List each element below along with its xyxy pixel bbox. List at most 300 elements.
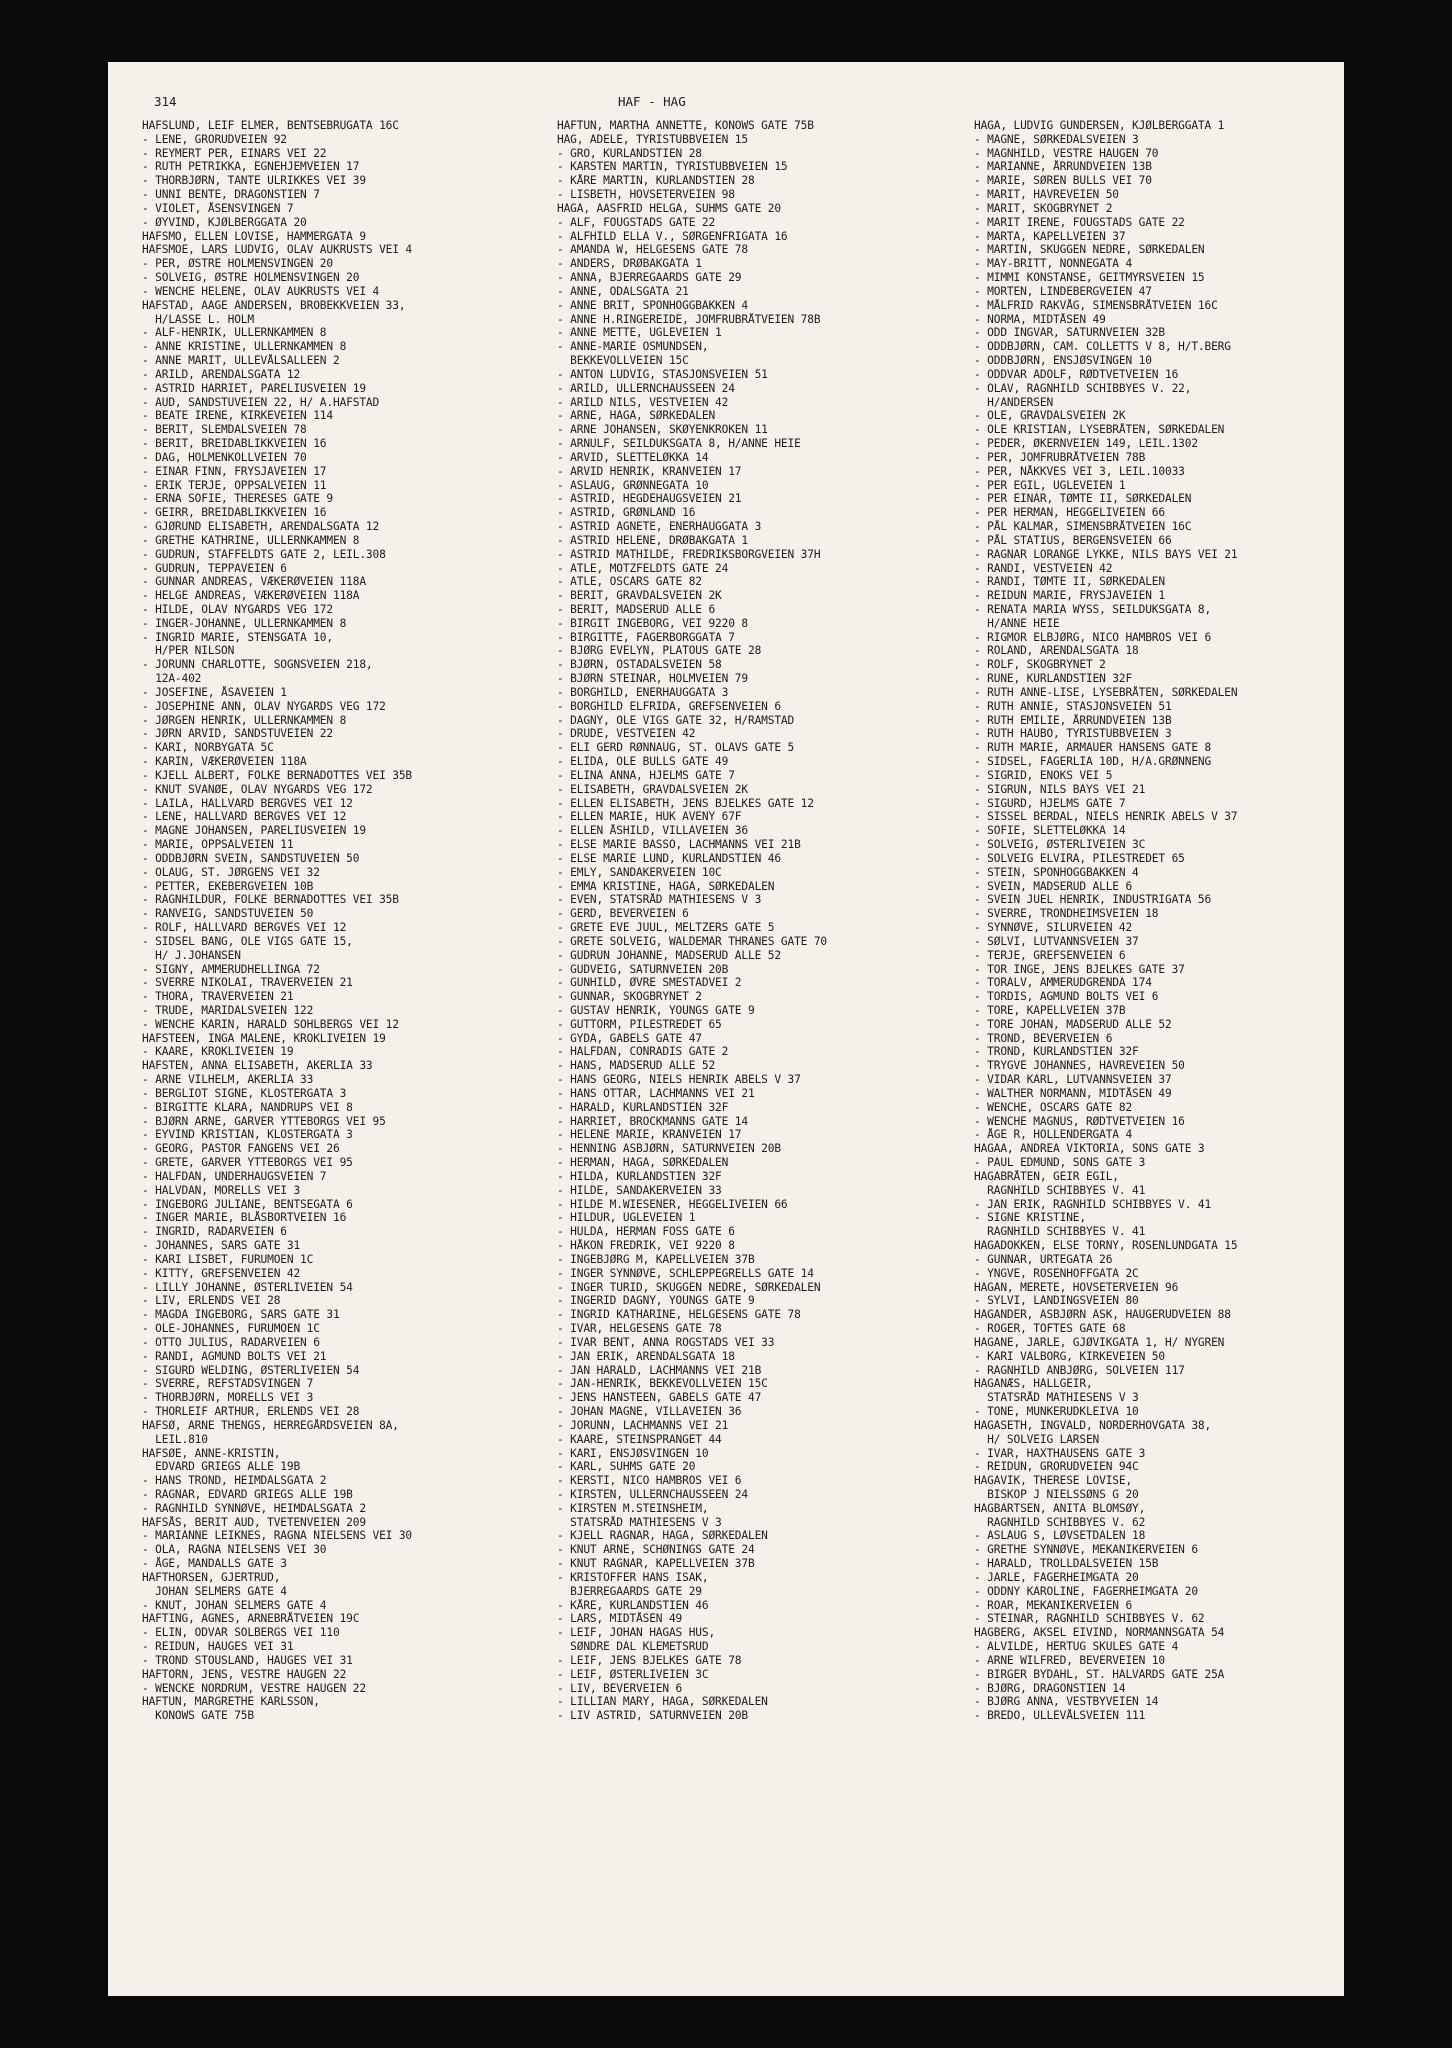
- directory-entry: - GUTTORM, PILESTREDET 65: [557, 1017, 722, 1031]
- directory-entry: - MARTIN, SKUGGEN NEDRE, SØRKEDALEN: [974, 243, 1205, 257]
- directory-entry: - JOSEFINE, ÅSAVEIEN 1: [142, 685, 287, 699]
- directory-entry: - PER, ØSTRE HOLMENSVINGEN 20: [142, 257, 333, 271]
- directory-entry: RAGNHILD SCHIBBYES V. 41: [974, 1183, 1146, 1197]
- directory-entry: - LILLIAN MARY, HAGA, SØRKEDALEN: [557, 1695, 768, 1709]
- directory-entry: - BIRGITTE KLARA, NANDRUPS VEI 8: [142, 1100, 353, 1114]
- directory-entry: - ROLAND, ARENDALSGATA 18: [974, 644, 1139, 658]
- column-1: [142, 119, 542, 1723]
- directory-entry: - HALVDAN, MORELLS VEI 3: [142, 1183, 301, 1197]
- directory-entry: - ANNE BRIT, SPONHOGGBAKKEN 4: [557, 298, 748, 312]
- directory-entry: - ELLEN ELISABETH, JENS BJELKES GATE 12: [557, 796, 814, 810]
- directory-entry: - REIDUN, GRORUDVEIEN 94C: [974, 1460, 1139, 1474]
- directory-entry: - BERIT, GRAVDALSVEIEN 2K: [557, 589, 722, 603]
- directory-entry: - RUTH EMILIE, ÅRRUNDVEIEN 13B: [974, 713, 1172, 727]
- directory-entry: - JORUNN, LACHMANNS VEI 21: [557, 1418, 729, 1432]
- directory-entry: HAGANDER, ASBJØRN ASK, HAUGERUDVEIEN 88: [974, 1308, 1231, 1322]
- directory-entry: - KNUT RAGNAR, KAPELLVEIEN 37B: [557, 1557, 755, 1571]
- directory-entry: - LAILA, HALLVARD BERGVES VEI 12: [142, 796, 353, 810]
- directory-entry: - PER HERMAN, HEGGELIVEIEN 66: [974, 506, 1165, 520]
- directory-entry: - ODDBJØRN, ENSJØSVINGEN 10: [974, 354, 1152, 368]
- directory-entry: - SVEIN JUEL HENRIK, INDUSTRIGATA 56: [974, 893, 1212, 907]
- directory-entry: - EMLY, SANDAKERVEIEN 10C: [557, 865, 722, 879]
- directory-entry: - MARIT IRENE, FOUGSTADS GATE 22: [974, 215, 1185, 229]
- directory-entry: - ROAR, MEKANIKERVEIEN 6: [974, 1598, 1133, 1612]
- directory-entry: - LIV, BEVERVEIEN 6: [557, 1681, 683, 1695]
- directory-entry: - HENNING ASBJØRN, SATURNVEIEN 20B: [557, 1142, 781, 1156]
- directory-entry: - HARALD, KURLANDSTIEN 32F: [557, 1100, 729, 1114]
- directory-entry: - TERJE, GREFSENVEIEN 6: [974, 948, 1126, 962]
- directory-entry: - GYDA, GABELS GATE 47: [557, 1031, 702, 1045]
- directory-entry: - TOR INGE, JENS BJELKES GATE 37: [974, 962, 1185, 976]
- directory-entry: - HANS TROND, HEIMDALSGATA 2: [142, 1474, 327, 1488]
- directory-entry: - ALF, FOUGSTADS GATE 22: [557, 215, 716, 229]
- directory-entry: - SIGNE KRISTINE,: [974, 1211, 1086, 1225]
- directory-entry: - RANDI, VESTVEIEN 42: [974, 561, 1113, 575]
- directory-entry: - HALFDAN, UNDERHAUGSVEIEN 7: [142, 1169, 327, 1183]
- directory-entry: H/ANDERSEN: [974, 395, 1054, 409]
- directory-entry: - ARILD, ULLERNCHAUSSEEN 24: [557, 381, 735, 395]
- directory-entry: - KERSTI, NICO HAMBROS VEI 6: [557, 1474, 742, 1488]
- directory-entry: - PER, NÅKKVES VEI 3, LEIL.10033: [974, 464, 1185, 478]
- directory-entry: - DAG, HOLMENKOLLVEIEN 70: [142, 450, 307, 464]
- directory-entry: - HULDA, HERMAN FOSS GATE 6: [557, 1225, 735, 1239]
- directory-entry: - TROND, BEVERVEIEN 6: [974, 1031, 1113, 1045]
- directory-entry: - WENCHE MAGNUS, RØDTVETVEIEN 16: [974, 1114, 1185, 1128]
- directory-entry: - KNUT ARNE, SCHØNINGS GATE 24: [557, 1543, 755, 1557]
- directory-entry: - BJØRN, OSTADALSVEIEN 58: [557, 658, 722, 672]
- directory-entry: - GUNNAR, SKOGBRYNET 2: [557, 990, 702, 1004]
- directory-entry: - JENS HANSTEEN, GABELS GATE 47: [557, 1391, 762, 1405]
- directory-entry: - STEIN, SPONHOGGBAKKEN 4: [974, 865, 1139, 879]
- directory-entry: - BIRGIT INGEBORG, VEI 9220 8: [557, 616, 748, 630]
- directory-entry: - INGER MARIE, BLÅSBORTVEIEN 16: [142, 1211, 347, 1225]
- directory-entry: - KARL, SUHMS GATE 20: [557, 1460, 696, 1474]
- directory-entry: - SIGURD WELDING, ØSTERLIVEIEN 54: [142, 1363, 360, 1377]
- column-2: [557, 119, 957, 1723]
- directory-entry: - PETTER, EKEBERGVEIEN 10B: [142, 879, 314, 893]
- directory-entry: - KARIN, VÆKERØVEIEN 118A: [142, 755, 307, 769]
- directory-entry: - SIGRID, ENOKS VEI 5: [974, 768, 1113, 782]
- directory-entry: - JAN-HENRIK, BEKKEVOLLVEIEN 15C: [557, 1377, 768, 1391]
- directory-entry: - BJØRG EVELYN, PLATOUS GATE 28: [557, 644, 762, 658]
- directory-entry: - SYLVI, LANDINGSVEIEN 80: [974, 1294, 1139, 1308]
- directory-entry: - ROLF, SKOGBRYNET 2: [974, 658, 1106, 672]
- directory-entry: - TORDIS, AGMUND BOLTS VEI 6: [974, 990, 1159, 1004]
- directory-entry: - ELLEN MARIE, HUK AVENY 67F: [557, 810, 742, 824]
- directory-entry: - TORE, KAPELLVEIEN 37B: [974, 1004, 1126, 1017]
- directory-entry: H/LASSE L. HOLM: [142, 312, 254, 326]
- directory-entry: - DAGNY, OLE VIGS GATE 32, H/RAMSTAD: [557, 713, 795, 727]
- directory-entry: - MARIT, HAVREVEIEN 50: [974, 188, 1119, 202]
- directory-entry: - VIDAR KARL, LUTVANNSVEIEN 37: [974, 1073, 1172, 1087]
- column-3: [974, 119, 1344, 1723]
- directory-entry: - HILDE, SANDAKERVEIEN 33: [557, 1183, 722, 1197]
- directory-entry: - GRETE SOLVEIG, WALDEMAR THRANES GATE 70: [557, 934, 828, 948]
- directory-entry: - MAGNE JOHANSEN, PARELIUSVEIEN 19: [142, 824, 366, 838]
- directory-entry: - SOLVEIG ELVIRA, PILESTREDET 65: [974, 851, 1185, 865]
- directory-entry: - RAGNHILD SYNNØVE, HEIMDALSGATA 2: [142, 1501, 366, 1515]
- directory-entry: - KJELL ALBERT, FOLKE BERNADOTTES VEI 35B: [142, 768, 413, 782]
- directory-entry: - IVAR, HAXTHAUSENS GATE 3: [974, 1446, 1146, 1460]
- directory-entry: HAGBERG, AKSEL EIVIND, NORMANNSGATA 54: [974, 1626, 1225, 1640]
- directory-entry: - VIOLET, ÅSENSVINGEN 7: [142, 201, 294, 215]
- directory-entry: - ASTRID, HEGDEHAUGSVEIEN 21: [557, 492, 742, 506]
- directory-entry: - ANNA, BJERREGAARDS GATE 29: [557, 271, 742, 285]
- directory-entry: - ASTRID, GRØNLAND 16: [557, 506, 696, 520]
- directory-entry: - BREDO, ULLEVÅLSVEIEN 111: [974, 1709, 1146, 1723]
- directory-entry: - NORMA, MIDTÅSEN 49: [974, 312, 1106, 326]
- directory-entry: - LEIF, JENS BJELKES GATE 78: [557, 1653, 742, 1667]
- directory-entry: HAGA, LUDVIG GUNDERSEN, KJØLBERGGATA 1: [974, 119, 1225, 132]
- directory-entry: - BERIT, MADSERUD ALLE 6: [557, 602, 716, 616]
- directory-entry: - PEDER, ØKERNVEIEN 149, LEIL.1302: [974, 437, 1198, 451]
- directory-entry: - EYVIND KRISTIAN, KLOSTERGATA 3: [142, 1128, 353, 1142]
- directory-entry: - ALFHILD ELLA V., SØRGENFRIGATA 16: [557, 229, 788, 243]
- directory-entry: - SØLVI, LUTVANNSVEIEN 37: [974, 934, 1139, 948]
- directory-entry: - RENATA MARIA WYSS, SEILDUKSGATA 8,: [974, 602, 1212, 616]
- directory-entry: - ANNE, ODALSGATA 21: [557, 284, 689, 298]
- directory-entry: - ARNE VILHELM, AKERLIA 33: [142, 1073, 314, 1087]
- directory-entry: HAFSTEN, ANNA ELISABETH, AKERLIA 33: [142, 1059, 373, 1073]
- directory-entry: - ROGER, TOFTES GATE 68: [974, 1322, 1126, 1336]
- directory-entry: - JAN ERIK, RAGNHILD SCHIBBYES V. 41: [974, 1197, 1212, 1211]
- directory-entry: - KÅRE, KURLANDSTIEN 46: [557, 1598, 709, 1612]
- directory-entry: - ANNE-MARIE OSMUNDSEN,: [557, 340, 709, 354]
- directory-entry: - ASTRID AGNETE, ENERHAUGGATA 3: [557, 520, 762, 534]
- directory-entry: - LIV ASTRID, SATURNVEIEN 20B: [557, 1709, 748, 1723]
- directory-entry: - YNGVE, ROSENHOFFGATA 2C: [974, 1266, 1139, 1280]
- directory-entry: - KARI, ENSJØSVINGEN 10: [557, 1446, 709, 1460]
- directory-entry: - THORLEIF ARTHUR, ERLENDS VEI 28: [142, 1405, 360, 1419]
- directory-entry: - HILDUR, UGLEVEIEN 1: [557, 1211, 696, 1225]
- directory-entry: - SYNNØVE, SILURVEIEN 42: [974, 921, 1133, 935]
- directory-entry: - ATLE, OSCARS GATE 82: [557, 575, 702, 589]
- directory-entry: - RUTH PETRIKKA, EGNEHJEMVEIEN 17: [142, 160, 360, 174]
- directory-entry: - SIDSEL BANG, OLE VIGS GATE 15,: [142, 934, 353, 948]
- directory-entry: KONOWS GATE 75B: [142, 1709, 254, 1723]
- directory-entry: - REIDUN MARIE, FRYSJAVEIEN 1: [974, 589, 1165, 603]
- directory-entry: BEKKEVOLLVEIEN 15C: [557, 354, 689, 368]
- directory-entry: - INGER TURID, SKUGGEN NEDRE, SØRKEDALEN: [557, 1280, 821, 1294]
- directory-entry: - RIGMOR ELBJØRG, NICO HAMBROS VEI 6: [974, 630, 1212, 644]
- directory-entry: HAFSØ, ARNE THENGS, HERREGÅRDSVEIEN 8A,: [142, 1418, 399, 1432]
- directory-entry: - SOFIE, SLETTELØKKA 14: [974, 824, 1126, 838]
- directory-entry: EDVARD GRIEGS ALLE 19B: [142, 1460, 301, 1474]
- directory-entry: - GUNHILD, ØVRE SMESTADVEI 2: [557, 976, 742, 990]
- directory-entry: - SIGRUN, NILS BAYS VEI 21: [974, 782, 1146, 796]
- directory-entry: - JØRGEN HENRIK, ULLERNKAMMEN 8: [142, 713, 347, 727]
- directory-entry: - IVAR, HELGESENS GATE 78: [557, 1322, 722, 1336]
- directory-entry: - ASTRID HELENE, DRØBAKGATA 1: [557, 533, 748, 547]
- directory-entry: - ELSE MARIE BASSO, LACHMANNS VEI 21B: [557, 838, 801, 852]
- directory-entry: - KAARE, KROKLIVEIEN 19: [142, 1045, 294, 1059]
- directory-entry: - RANVEIG, SANDSTUVEIEN 50: [142, 907, 314, 921]
- directory-entry: - PER, JOMFRUBRÅTVEIEN 78B: [974, 450, 1146, 464]
- directory-entry: - RUTH HAUBO, TYRISTUBBVEIEN 3: [974, 727, 1172, 741]
- directory-entry: HAGAA, ANDREA VIKTORIA, SONS GATE 3: [974, 1142, 1205, 1156]
- directory-entry: - ODDNY KAROLINE, FAGERHEIMGATA 20: [974, 1584, 1198, 1598]
- directory-entry: HAFSMOE, LARS LUDVIG, OLAV AUKRUSTS VEI 4: [142, 243, 413, 257]
- directory-entry: - LEIF, ØSTERLIVEIEN 3C: [557, 1667, 709, 1681]
- directory-entry: - MAGNHILD, VESTRE HAUGEN 70: [974, 146, 1159, 160]
- directory-entry: - REYMERT PER, EINARS VEI 22: [142, 146, 327, 160]
- directory-entry: HAGANÆS, HALLGEIR,: [974, 1377, 1093, 1391]
- directory-entry: - ELIN, ODVAR SOLBERGS VEI 110: [142, 1626, 340, 1640]
- directory-entry: - JOHANNES, SARS GATE 31: [142, 1239, 301, 1253]
- directory-entry: - GRETE, GARVER YTTEBORGS VEI 95: [142, 1156, 353, 1170]
- directory-entry: - SVERRE NIKOLAI, TRAVERVEIEN 21: [142, 976, 353, 990]
- directory-entry: - BJØRN STEINAR, HOLMVEIEN 79: [557, 672, 748, 686]
- directory-entry: - HILDE, OLAV NYGARDS VEG 172: [142, 602, 333, 616]
- directory-entry: - ARNE, HAGA, SØRKEDALEN: [557, 409, 716, 423]
- directory-entry: - ERIK TERJE, OPPSALVEIEN 11: [142, 478, 327, 492]
- page-number: 314: [154, 94, 177, 109]
- directory-entry: - RUTH MARIE, ARMAUER HANSENS GATE 8: [974, 741, 1212, 755]
- directory-entry: - JARLE, FAGERHEIMGATA 20: [974, 1570, 1139, 1584]
- directory-entry: HAFTUN, MARTHA ANNETTE, KONOWS GATE 75B: [557, 119, 814, 132]
- directory-entry: - ODDBJØRN, CAM. COLLETTS V 8, H/T.BERG: [974, 340, 1231, 354]
- directory-entry: H/ J.JOHANSEN: [142, 948, 241, 962]
- directory-entry: - ANNE KRISTINE, ULLERNKAMMEN 8: [142, 340, 347, 354]
- directory-entry: - PÅL STATIUS, BERGENSVEIEN 66: [974, 533, 1172, 547]
- directory-entry: SØNDRE DAL KLEMETSRUD: [557, 1640, 709, 1654]
- directory-entry: - HELENE MARIE, KRANVEIEN 17: [557, 1128, 742, 1142]
- directory-entry: - RANDI, AGMUND BOLTS VEI 21: [142, 1349, 327, 1363]
- directory-entry: - TORE JOHAN, MADSERUD ALLE 52: [974, 1017, 1172, 1031]
- directory-entry: - LISBETH, HOVSETERVEIEN 98: [557, 188, 735, 202]
- directory-entry: - SIDSEL, FAGERLIA 10D, H/A.GRØNNENG: [974, 755, 1212, 769]
- directory-entry: - MARIE, OPPSALVEIEN 11: [142, 838, 294, 852]
- directory-entry: - THORBJØRN, MORELLS VEI 3: [142, 1391, 314, 1405]
- directory-entry: - ARVID HENRIK, KRANVEIEN 17: [557, 464, 742, 478]
- directory-entry: - MIMMI KONSTANSE, GEITMYRSVEIEN 15: [974, 271, 1205, 285]
- directory-entry: - ELISABETH, GRAVDALSVEIEN 2K: [557, 782, 748, 796]
- directory-entry: - ELSE MARIE LUND, KURLANDSTIEN 46: [557, 851, 781, 865]
- directory-entry: - ODDVAR ADOLF, RØDTVETVEIEN 16: [974, 367, 1179, 381]
- directory-entry: - INGRID, RADARVEIEN 6: [142, 1225, 287, 1239]
- directory-entry: H/ SOLVEIG LARSEN: [974, 1432, 1100, 1446]
- directory-entry: - IVAR BENT, ANNA ROGSTADS VEI 33: [557, 1335, 775, 1349]
- directory-entry: - GRO, KURLANDSTIEN 28: [557, 146, 702, 160]
- directory-entry: HAFTHORSEN, GJERTRUD,: [142, 1570, 281, 1584]
- directory-entry: - TONE, MUNKERUDKLEIVA 10: [974, 1405, 1139, 1419]
- directory-entry: - ODD INGVAR, SATURNVEIEN 32B: [974, 326, 1165, 340]
- directory-entry: - ELI GERD RØNNAUG, ST. OLAVS GATE 5: [557, 741, 795, 755]
- directory-entry: - GEORG, PASTOR FANGENS VEI 26: [142, 1142, 340, 1156]
- directory-entry: - RAGNAR LORANGE LYKKE, NILS BAYS VEI 21: [974, 547, 1238, 561]
- directory-entry: - HARRIET, BROCKMANNS GATE 14: [557, 1114, 748, 1128]
- directory-entry: STATSRÅD MATHIESENS V 3: [557, 1515, 722, 1529]
- directory-entry: - KNUT SVANØE, OLAV NYGARDS VEG 172: [142, 782, 373, 796]
- directory-entry: - ANNE H.RINGEREIDE, JOMFRUBRÅTVEIEN 78B: [557, 312, 821, 326]
- directory-entry: HAFTUN, MARGRETHE KARLSSON,: [142, 1695, 320, 1709]
- directory-entry: - RANDI, TØMTE II, SØRKEDALEN: [974, 575, 1165, 589]
- directory-entry: - WENCKE NORDRUM, VESTRE HAUGEN 22: [142, 1681, 366, 1695]
- directory-entry: - TRUDE, MARIDALSVEIEN 122: [142, 1004, 314, 1017]
- directory-entry: 12A-402: [142, 672, 202, 686]
- directory-entry: - ARNE WILFRED, BEVERVEIEN 10: [974, 1653, 1165, 1667]
- directory-entry: - INGER-JOHANNE, ULLERNKAMMEN 8: [142, 616, 347, 630]
- directory-entry: - HILDE M.WIESENER, HEGGELIVEIEN 66: [557, 1197, 788, 1211]
- directory-entry: - PÅL KALMAR, SIMENSBRÅTVEIEN 16C: [974, 520, 1192, 534]
- directory-entry: - BJØRN ARNE, GARVER YTTEBORGS VEI 95: [142, 1114, 386, 1128]
- directory-entry: - TORALV, AMMERUDGRENDA 174: [974, 976, 1152, 990]
- directory-entry: - BEATE IRENE, KIRKEVEIEN 114: [142, 409, 333, 423]
- directory-entry: HAGANE, JARLE, GJØVIKGATA 1, H/ NYGREN: [974, 1335, 1225, 1349]
- directory-entry: - GUDRUN, TEPPAVEIEN 6: [142, 561, 287, 575]
- directory-entry: - ANDERS, DRØBAKGATA 1: [557, 257, 702, 271]
- directory-entry: - ASLAUG S, LØVSETDALEN 18: [974, 1529, 1146, 1543]
- directory-entry: - MAGNE, SØRKEDALSVEIEN 3: [974, 132, 1139, 146]
- directory-entry: - ARILD NILS, VESTVEIEN 42: [557, 395, 729, 409]
- directory-entry: - ANTON LUDVIG, STASJONSVEIEN 51: [557, 367, 768, 381]
- directory-entry: - ASTRID HARRIET, PARELIUSVEIEN 19: [142, 381, 366, 395]
- directory-entry: JOHAN SELMERS GATE 4: [142, 1584, 287, 1598]
- directory-entry: - SISSEL BERDAL, NIELS HENRIK ABELS V 37: [974, 810, 1238, 824]
- directory-entry: - HANS GEORG, NIELS HENRIK ABELS V 37: [557, 1073, 801, 1087]
- directory-entry: - ANNE METTE, UGLEVEIEN 1: [557, 326, 722, 340]
- directory-entry: - INGEBJØRG M, KAPELLVEIEN 37B: [557, 1252, 755, 1266]
- directory-entry: - BJØRG ANNA, VESTBYVEIEN 14: [974, 1695, 1159, 1709]
- directory-entry: - HARALD, TROLLDALSVEIEN 15B: [974, 1557, 1159, 1571]
- directory-entry: - ELIDA, OLE BULLS GATE 49: [557, 755, 729, 769]
- directory-entry: - ODDBJØRN SVEIN, SANDSTUVEIEN 50: [142, 851, 360, 865]
- directory-entry: HAGABRÅTEN, GEIR EGIL,: [974, 1169, 1119, 1183]
- directory-entry: - STEINAR, RAGNHILD SCHIBBYES V. 62: [974, 1612, 1205, 1626]
- directory-entry: - RAGNAR, EDVARD GRIEGS ALLE 19B: [142, 1487, 353, 1501]
- directory-entry: - BERIT, SLEMDALSVEIEN 78: [142, 423, 307, 437]
- directory-entry: - MORTEN, LINDEBERGVEIEN 47: [974, 284, 1152, 298]
- directory-entry: - ALF-HENRIK, ULLERNKAMMEN 8: [142, 326, 327, 340]
- directory-entry: - JAN ERIK, ARENDALSGATA 18: [557, 1349, 735, 1363]
- directory-entry: - GUNNAR ANDREAS, VÆKERØVEIEN 118A: [142, 575, 366, 589]
- directory-entry: - EVEN, STATSRÅD MATHIESENS V 3: [557, 893, 762, 907]
- directory-entry: - ELLEN ÅSHILD, VILLAVEIEN 36: [557, 824, 748, 838]
- directory-entry: - ÅGE R, HOLLENDERGATA 4: [974, 1128, 1133, 1142]
- directory-entry: - OLE KRISTIAN, LYSEBRÅTEN, SØRKEDALEN: [974, 423, 1225, 437]
- directory-entry: - ALVILDE, HERTUG SKULES GATE 4: [974, 1640, 1179, 1654]
- directory-entry: - BORGHILD ELFRIDA, GREFSENVEIEN 6: [557, 699, 781, 713]
- page-range-header: HAF - HAG: [618, 94, 686, 109]
- directory-entry: - BERIT, BREIDABLIKKVEIEN 16: [142, 437, 327, 451]
- directory-entry: - ASTRID MATHILDE, FREDRIKSBORGVEIEN 37H: [557, 547, 821, 561]
- directory-entry: - INGRID MARIE, STENSGATA 10,: [142, 630, 333, 644]
- directory-entry: - RAGNHILDUR, FOLKE BERNADOTTES VEI 35B: [142, 893, 399, 907]
- directory-entry: HAFTING, AGNES, ARNEBRÅTVEIEN 19C: [142, 1612, 360, 1626]
- directory-entry: - ARILD, ARENDALSGATA 12: [142, 367, 301, 381]
- directory-entry: - INGRID KATHARINE, HELGESENS GATE 78: [557, 1308, 801, 1322]
- directory-entry: H/ANNE HEIE: [974, 616, 1060, 630]
- directory-entry: - RAGNHILD ANBJØRG, SOLVEIEN 117: [974, 1363, 1185, 1377]
- directory-entry: - MARTA, KAPELLVEIEN 37: [974, 229, 1126, 243]
- directory-entry: - BIRGER BYDAHL, ST. HALVARDS GATE 25A: [974, 1667, 1225, 1681]
- directory-entry: - MAY-BRITT, NONNEGATA 4: [974, 257, 1133, 271]
- directory-entry: - GERD, BEVERVEIEN 6: [557, 907, 689, 921]
- directory-entry: - SOLVEIG, ØSTRE HOLMENSVINGEN 20: [142, 271, 360, 285]
- directory-entry: - UNNI BENTE, DRAGONSTIEN 7: [142, 188, 320, 202]
- directory-entry: - ATLE, MOTZFELDTS GATE 24: [557, 561, 729, 575]
- directory-entry: - HALFDAN, CONRADIS GATE 2: [557, 1045, 729, 1059]
- directory-entry: - GJØRUND ELISABETH, ARENDALSGATA 12: [142, 520, 380, 534]
- directory-entry: - GUDRUN, STAFFELDTS GATE 2, LEIL.308: [142, 547, 386, 561]
- directory-entry: - GUSTAV HENRIK, YOUNGS GATE 9: [557, 1004, 755, 1017]
- directory-entry: - KAARE, STEINSPRANGET 44: [557, 1432, 722, 1446]
- directory-entry: HAGASETH, INGVALD, NORDERHOVGATA 38,: [974, 1418, 1212, 1432]
- directory-entry: - LARS, MIDTÅSEN 49: [557, 1612, 683, 1626]
- directory-entry: - KJELL RAGNAR, HAGA, SØRKEDALEN: [557, 1529, 768, 1543]
- directory-entry: - HELGE ANDREAS, VÆKERØVEIEN 118A: [142, 589, 360, 603]
- directory-entry: - GRETHE SYNNØVE, MEKANIKERVEIEN 6: [974, 1543, 1198, 1557]
- directory-entry: - BORGHILD, ENERHAUGGATA 3: [557, 685, 729, 699]
- directory-entry: - GUDVEIG, SATURNVEIEN 20B: [557, 962, 729, 976]
- directory-entry: - INGERID DAGNY, YOUNGS GATE 9: [557, 1294, 755, 1308]
- directory-entry: STATSRÅD MATHIESENS V 3: [974, 1391, 1139, 1405]
- directory-entry: - INGER SYNNØVE, SCHLEPPEGRELLS GATE 14: [557, 1266, 814, 1280]
- directory-entry: - MAGDA INGEBORG, SARS GATE 31: [142, 1308, 340, 1322]
- directory-entry: - OLA, RAGNA NIELSENS VEI 30: [142, 1543, 327, 1557]
- directory-entry: - KARSTEN MARTIN, TYRISTUBBVEIEN 15: [557, 160, 788, 174]
- directory-entry: - KÅRE MARTIN, KURLANDSTIEN 28: [557, 174, 755, 188]
- directory-entry: HAFSTAD, AAGE ANDERSEN, BROBEKKVEIEN 33,: [142, 298, 406, 312]
- directory-entry: - BERGLIOT SIGNE, KLOSTERGATA 3: [142, 1086, 347, 1100]
- directory-entry: - HANS OTTAR, LACHMANNS VEI 21: [557, 1086, 755, 1100]
- directory-entry: - SOLVEIG, ØSTERLIVEIEN 3C: [974, 838, 1146, 852]
- directory-entry: RAGNHILD SCHIBBYES V. 41: [974, 1225, 1146, 1239]
- directory-entry: HAFTORN, JENS, VESTRE HAUGEN 22: [142, 1667, 347, 1681]
- directory-entry: - HANS, MADSERUD ALLE 52: [557, 1059, 716, 1073]
- directory-entry: - INGEBORG JULIANE, BENTSEGATA 6: [142, 1197, 353, 1211]
- directory-entry: - LILLY JOHANNE, ØSTERLIVEIEN 54: [142, 1280, 353, 1294]
- directory-page: [108, 62, 1344, 1996]
- directory-entry: - KIRSTEN M.STEINSHEIM,: [557, 1501, 709, 1515]
- directory-entry: - ARNE JOHANSEN, SKØYENKROKEN 11: [557, 423, 768, 437]
- directory-entry: - ASLAUG, GRØNNEGATA 10: [557, 478, 709, 492]
- directory-entry: - KNUT, JOHAN SELMERS GATE 4: [142, 1598, 327, 1612]
- directory-entry: HAFSÅS, BERIT AUD, TVETENVEIEN 209: [142, 1515, 366, 1529]
- directory-entry: - TROND STOUSLAND, HAUGES VEI 31: [142, 1653, 353, 1667]
- directory-entry: - EINAR FINN, FRYSJAVEIEN 17: [142, 464, 327, 478]
- directory-entry: HAFSTEEN, INGA MALENE, KROKLIVEIEN 19: [142, 1031, 386, 1045]
- directory-entry: - JOSEPHINE ANN, OLAV NYGARDS VEG 172: [142, 699, 386, 713]
- directory-entry: - OLE-JOHANNES, FURUMOEN 1C: [142, 1322, 320, 1336]
- directory-entry: - GUNNAR, URTEGATA 26: [974, 1252, 1113, 1266]
- directory-entry: - ROLF, HALLVARD BERGVES VEI 12: [142, 921, 347, 935]
- directory-entry: - JORUNN CHARLOTTE, SOGNSVEIEN 218,: [142, 658, 373, 672]
- directory-entry: - KARI, NORBYGATA 5C: [142, 741, 274, 755]
- directory-entry: HAGADOKKEN, ELSE TORNY, ROSENLUNDGATA 15: [974, 1239, 1238, 1253]
- directory-entry: - ØYVIND, KJØLBERGGATA 20: [142, 215, 307, 229]
- directory-entry: - WENCHE, OSCARS GATE 82: [974, 1100, 1133, 1114]
- directory-entry: - GEIRR, BREIDABLIKKVEIEN 16: [142, 506, 327, 520]
- directory-entry: - JØRN ARVID, SANDSTUVEIEN 22: [142, 727, 333, 741]
- directory-entry: HAFSØE, ANNE-KRISTIN,: [142, 1446, 281, 1460]
- directory-entry: H/PER NILSON: [142, 644, 235, 658]
- directory-entry: - LENE, GRORUDVEIEN 92: [142, 132, 287, 146]
- directory-entry: - TROND, KURLANDSTIEN 32F: [974, 1045, 1139, 1059]
- directory-entry: - GRETHE KATHRINE, ULLERNKAMMEN 8: [142, 533, 360, 547]
- directory-entry: - MARIT, SKOGBRYNET 2: [974, 201, 1113, 215]
- directory-entry: HAGBARTSEN, ANITA BLOMSØY,: [974, 1501, 1146, 1515]
- directory-entry: - MÅLFRID RAKVÅG, SIMENSBRÅTVEIEN 16C: [974, 298, 1218, 312]
- directory-entry: - THORA, TRAVERVEIEN 21: [142, 990, 294, 1004]
- directory-entry: - BJØRG, DRAGONSTIEN 14: [974, 1681, 1126, 1695]
- directory-entry: - JOHAN MAGNE, VILLAVEIEN 36: [557, 1405, 742, 1419]
- directory-entry: - RUNE, KURLANDSTIEN 32F: [974, 672, 1133, 686]
- directory-entry: - AMANDA W, HELGESENS GATE 78: [557, 243, 748, 257]
- directory-entry: - OLAUG, ST. JØRGENS VEI 32: [142, 865, 320, 879]
- directory-entry: - PER EGIL, UGLEVEIEN 1: [974, 478, 1126, 492]
- directory-entry: - RUTH ANNIE, STASJONSVEIEN 51: [974, 699, 1172, 713]
